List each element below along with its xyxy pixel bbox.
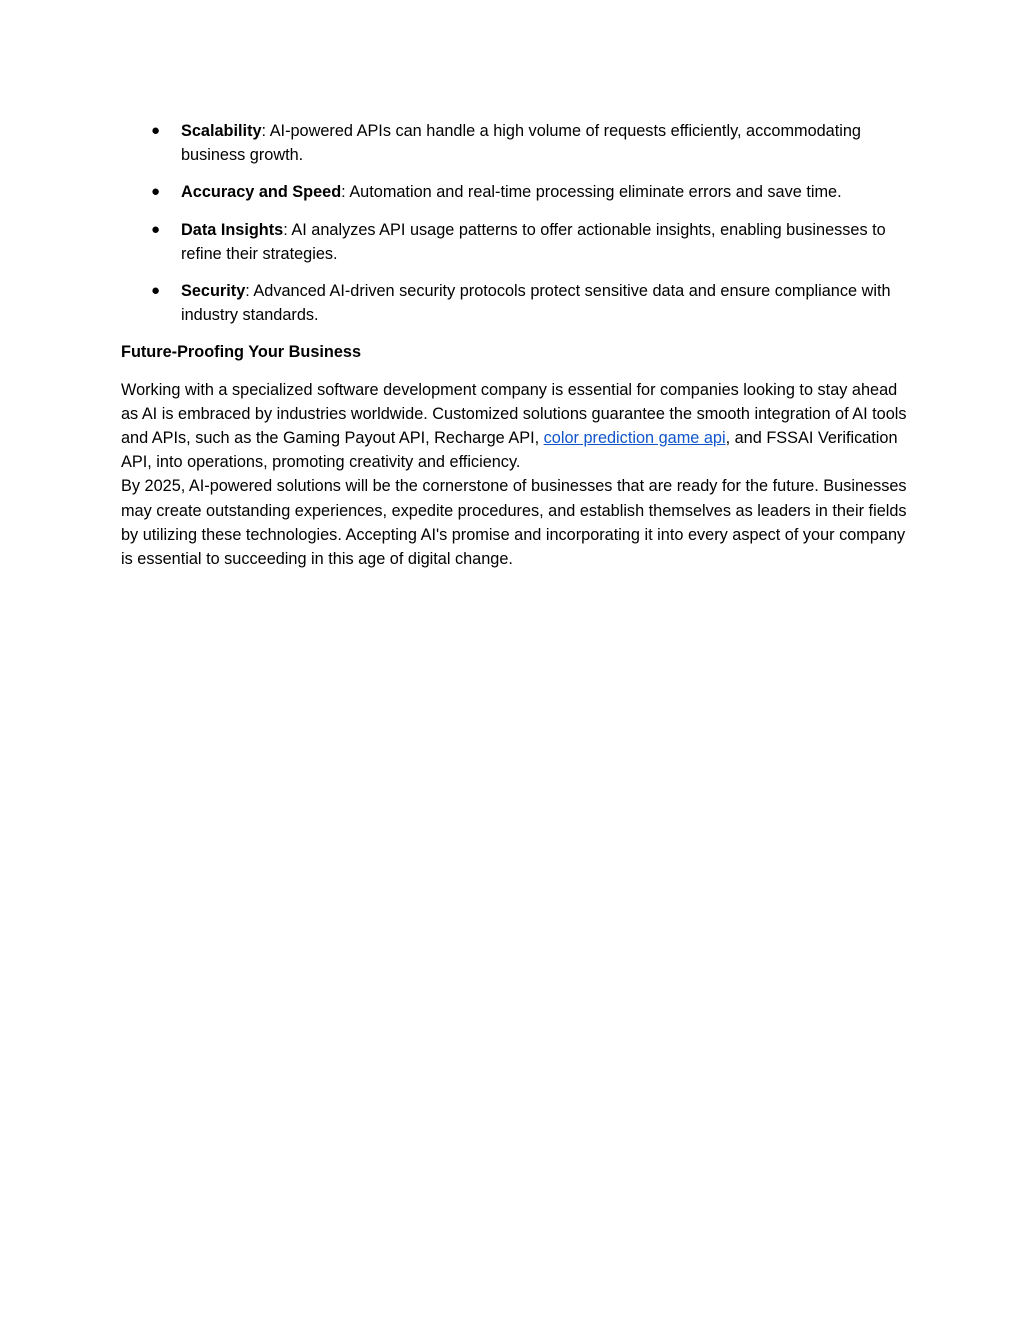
list-item-term: Accuracy and Speed — [181, 183, 342, 202]
paragraph-text: Working with a specialized software development company is essential for companies looking to stay ahead as AI is embraced by industries worldwide. Customized solutions guarantee the smooth integration of AI tools and APIs, such as the Gaming Payout API, Recharge API, — [121, 380, 907, 448]
list-item-term: Scalability — [181, 122, 262, 140]
bullet-icon: ● — [151, 183, 161, 201]
benefits-list — [121, 119, 911, 327]
color-prediction-game-api-link[interactable]: color prediction game api — [543, 429, 726, 448]
bullet-icon: ● — [151, 220, 161, 238]
list-item — [121, 180, 911, 204]
paragraph-future: By 2025, AI-powered solutions will be the cornerstone of businesses that are ready for the future. Businesses may create outstanding experiences, expedite procedures, and establish themselves as leaders in their fields by utilizing these technologies. Accepting AI's promise and incorporating it into every aspect of your company is essential to succeeding in this age of digital change. — [121, 477, 907, 569]
section-heading: Future-Proofing Your Business — [121, 343, 362, 362]
list-item-term: Data Insights — [181, 220, 284, 239]
list-item — [121, 279, 911, 327]
document-page — [121, 119, 911, 571]
paragraph-integration — [121, 378, 911, 475]
list-item — [121, 218, 911, 266]
list-item-term: Security — [181, 282, 246, 301]
list-item-text: : AI analyzes API usage patterns to offer actionable insights, enabling businesses to refine their strategies. — [181, 220, 886, 263]
list-item-text: : Advanced AI-driven security protocols protect sensitive data and ensure compliance with industry standards. — [181, 282, 891, 325]
bullet-icon: ● — [151, 122, 161, 139]
paragraph-text: , and FSSAI Verification API, into operations, promoting creativity and efficiency. — [121, 429, 898, 472]
list-item — [121, 119, 911, 167]
bullet-icon: ● — [151, 282, 161, 300]
list-item-text: : AI-powered APIs can handle a high volume of requests efficiently, accommodating business growth. — [181, 122, 861, 165]
list-item-text: : Automation and real-time processing eliminate errors and save time. — [341, 183, 842, 202]
